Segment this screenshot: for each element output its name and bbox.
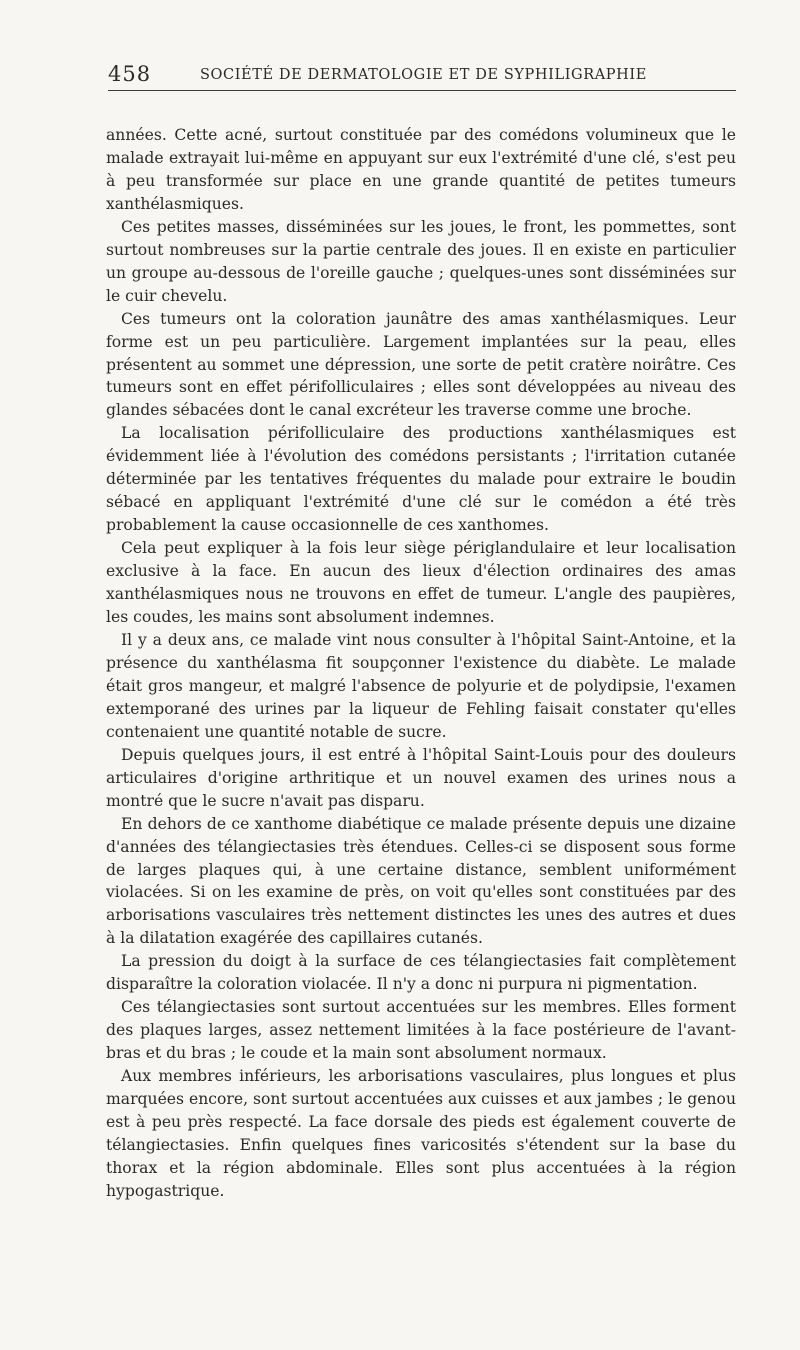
running-title: SOCIÉTÉ DE DERMATOLOGIE ET DE SYPHILIGRAPHIE (200, 67, 647, 83)
paragraph-11: Aux membres inférieurs, les arborisations vasculaires, plus longues et plus marquées encore, sont surtout accentuées aux cuisses et aux jambes ; le genou est à peu près respecté. La face dorsale des pieds est également couverte de télangiectasies. Enfin quelques fines varicosités s'étendent sur la base du thorax et la région abdominale. Elles sont plus accentuées à la région hypogastrique. (106, 1067, 736, 1200)
paragraph-1: années. Cette acné, surtout constituée par des comédons volumineux que le malade extrayait lui-même en appuyant sur eux l'extrémité d'une clé, s'est peu à peu transformée sur place en une grande quantité de petites tumeurs xanthélasmiques. (106, 126, 736, 213)
paragraph-2: Ces petites masses, disséminées sur les joues, le front, les pommettes, sont surtout nombreuses sur la partie centrale des joues. Il en existe en particulier un groupe au-dessous de l'oreille gauche ; quelques-unes sont disséminées sur le cuir chevelu. (106, 217, 736, 305)
paragraph-9: La pression du doigt à la surface de ces télangiectasies fait complètement disparaître la coloration violacée. Il n'y a donc ni purpura ni pigmentation. (106, 952, 736, 994)
running-header (108, 60, 736, 91)
paragraph-4: La localisation périfolliculaire des productions xanthélasmiques est évidemment liée à l'évolution des comédons persistants ; l'irritation cutanée déterminée par les tentatives fréquentes du malade pour extraire le boudin sébacé en appliquant l'extrémité d'une clé sur le comédon a été très probablement la cause occasionnelle de ces xanthomes. (106, 424, 736, 535)
paragraph-7: Depuis quelques jours, il est entré à l'hôpital Saint-Louis pour des douleurs articulaires d'origine arthritique et un nouvel examen des urines nous a montré que le sucre n'avait pas disparu. (106, 745, 736, 810)
body-text (106, 124, 736, 1203)
paragraph-3: Ces tumeurs ont la coloration jaunâtre des amas xanthélasmiques. Leur forme est un peu particulière. Largement implantées sur la peau, elles présentent au sommet une dépression, une sorte de petit cratère noirâtre. Ces tumeurs sont en effet périfolliculaires ; elles sont développées au niveau des glandes sébacées dont le canal excréteur les traverse comme une broche. (106, 309, 736, 420)
page-number: 458 (108, 62, 152, 86)
paragraph-5: Cela peut expliquer à la fois leur siège périglandulaire et leur localisation exclusive à la face. En aucun des lieux d'élection ordinaires des amas xanthélasmiques nous ne trouvons en effet de tumeur. L'angle des paupières, les coudes, les mains sont absolument indemnes. (106, 539, 736, 627)
paragraph-8: En dehors de ce xanthome diabétique ce malade présente depuis une dizaine d'années des télangiectasies très étendues. Celles-ci se disposent sous forme de larges plaques qui, à une certaine distance, semblent uniformément violacées. Si on les examine de près, on voit qu'elles sont constituées par des arborisations vasculaires très nettement distinctes les unes des autres et dues à la dilatation exagérée des capillaires cutanés. (106, 814, 736, 948)
paragraph-10: Ces télangiectasies sont surtout accentuées sur les membres. Elles forment des plaques larges, assez nettement limitées à la face postérieure de l'avant-bras et du bras ; le coude et la main sont absolument normaux. (106, 998, 736, 1063)
paragraph-6: Il y a deux ans, ce malade vint nous consulter à l'hôpital Saint-Antoine, et la présence du xanthélasma fit soupçonner l'existence du diabète. Le malade était gros mangeur, et malgré l'absence de polyurie et de polydipsie, l'examen extemporané des urines par la liqueur de Fehling faisait constater qu'elles contenaient une quantité notable de sucre. (106, 630, 736, 741)
